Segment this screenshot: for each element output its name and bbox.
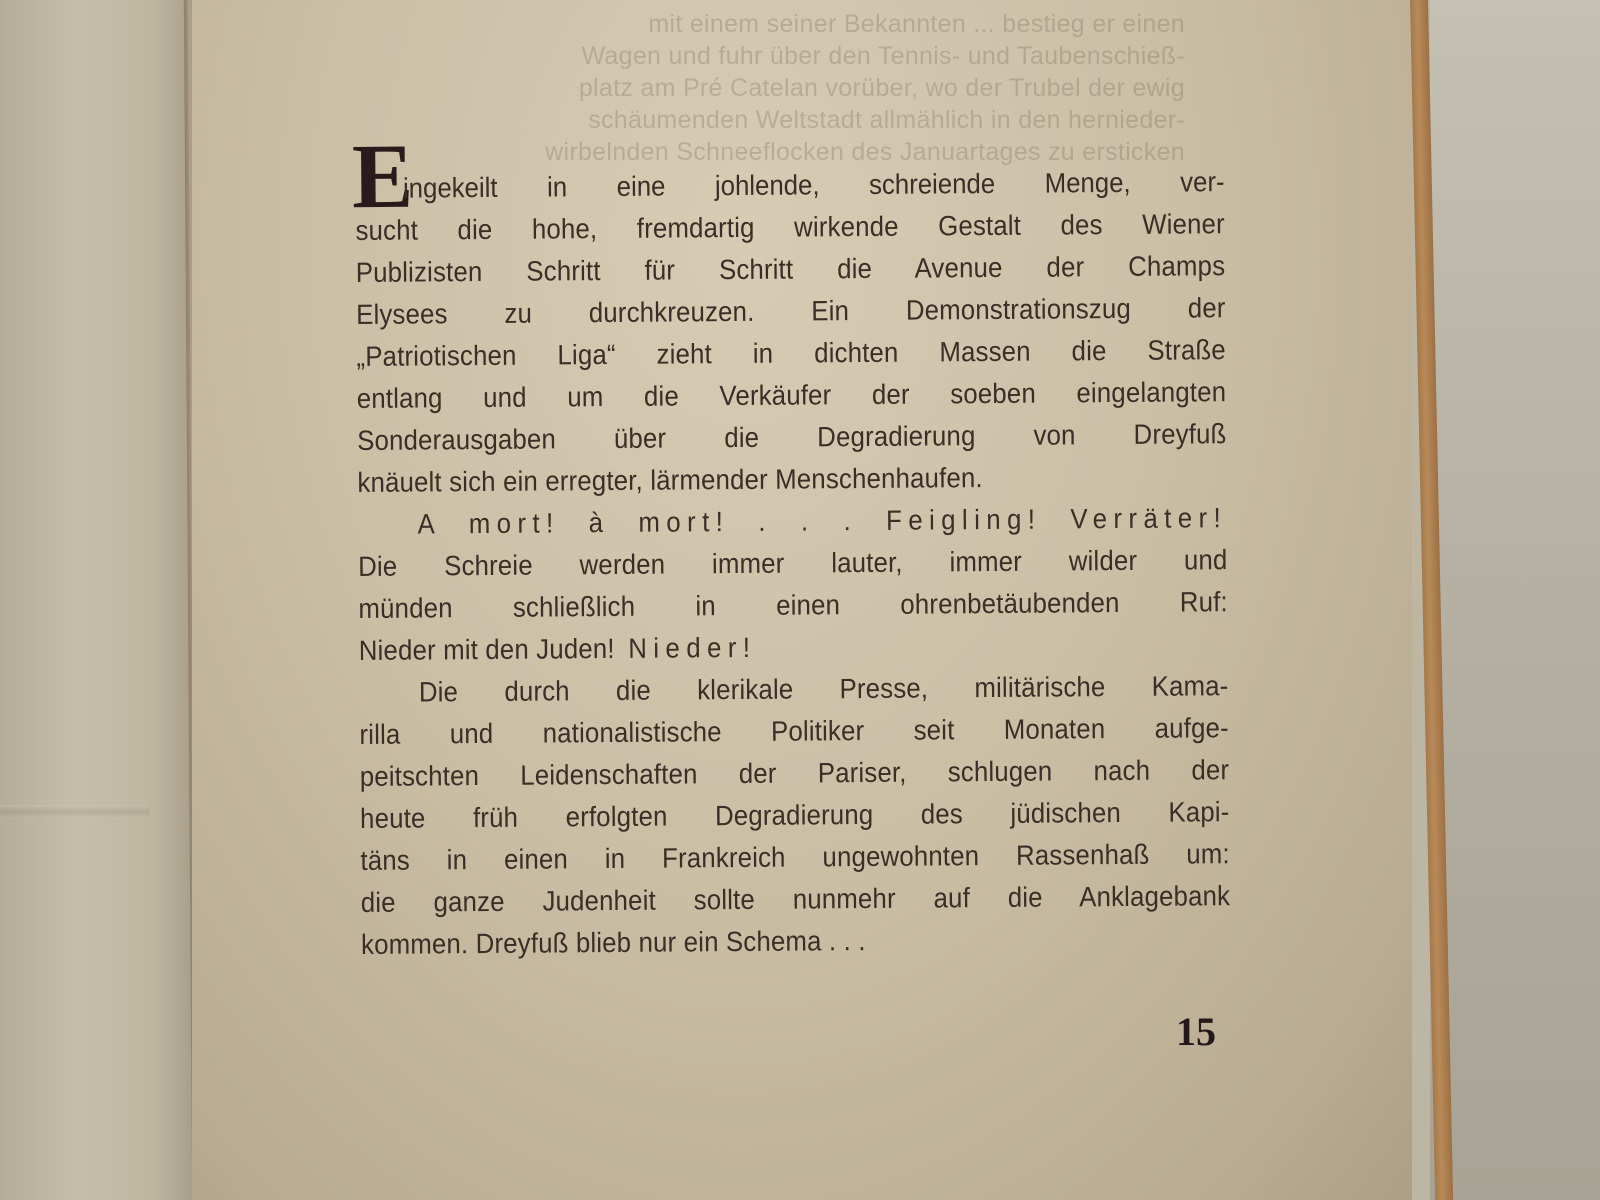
bleed-line: platz am Pré Catelan vorüber, wo der Trubel der ewig (578, 74, 1185, 102)
text-line: heute früh erfolgten Degradierung des jüdischen Kapi- (359, 796, 1230, 834)
bleed-line: mit einem seiner Bekannten ... bestieg er einen (648, 10, 1185, 38)
text-line: ingekeilt in eine johlende, schreiende Menge, ver- (402, 166, 1225, 204)
bleed-through-text (355, 8, 1185, 168)
text-line: sucht die hohe, fremdartig wirkende Gestalt des Wiener (355, 208, 1225, 246)
spaced-exclamation-line: A mort! à mort! . . . Feigling! Verräter! (417, 502, 1228, 540)
text-line: rilla und nationalistische Politiker seit Monaten aufge- (359, 712, 1229, 750)
bleed-line: schäumenden Weltstadt allmählich in den hernieder- (588, 106, 1185, 134)
previous-page (0, 0, 192, 1200)
paragraph-1 (355, 161, 1228, 504)
text-line (359, 623, 1229, 672)
bleed-line: Wagen und fuhr über den Tennis- und Taubenschieß- (581, 42, 1185, 70)
drop-cap-initial: E (351, 124, 414, 228)
paragraph-2 (358, 497, 1229, 672)
text-line: Die Schreie werden immer lauter, immer wilder und (358, 544, 1228, 582)
body-text (355, 161, 1231, 966)
text-line: täns in einen in Frankreich ungewohnten Rassenhaß um: (360, 838, 1230, 876)
text-line: peitschten Leidenschaften der Pariser, schlugen nach der (359, 754, 1230, 792)
text-run: Nieder mit den Juden! (358, 632, 615, 666)
paragraph-3 (359, 665, 1231, 966)
spaced-text-run: Nieder! (614, 631, 757, 664)
text-line: Publizisten Schritt für Schritt die Avenue der Champs (355, 250, 1226, 288)
text-line: knäuelt sich ein erregter, lärmender Menschenhaufen. (357, 462, 983, 498)
background-surface (1430, 0, 1600, 1200)
text-line: münden schließlich in einen ohrenbetäubenden Ruf: (358, 586, 1228, 624)
text-line: Sonderausgaben über die Degradierung von Dreyfuß (357, 418, 1227, 456)
page-number: 15 (1176, 1009, 1216, 1054)
page-fold-crease (0, 805, 150, 819)
text-line: Die durch die klerikale Presse, militärische Kama- (418, 670, 1229, 708)
bleed-line: wirbelnden Schneeflocken des Januartages zu ersticken (545, 138, 1185, 166)
text-line: die ganze Judenheit sollte nunmehr auf die Anklagebank (360, 880, 1231, 918)
text-line: Elysees zu durchkreuzen. Ein Demonstrationszug der (356, 292, 1226, 330)
text-line: entlang und um die Verkäufer der soeben eingelangten (356, 376, 1227, 414)
text-line: kommen. Dreyfuß blieb nur ein Schema . . . (360, 925, 866, 960)
text-line: „Patriotischen Liga“ zieht in dichten Massen die Straße (356, 334, 1226, 372)
